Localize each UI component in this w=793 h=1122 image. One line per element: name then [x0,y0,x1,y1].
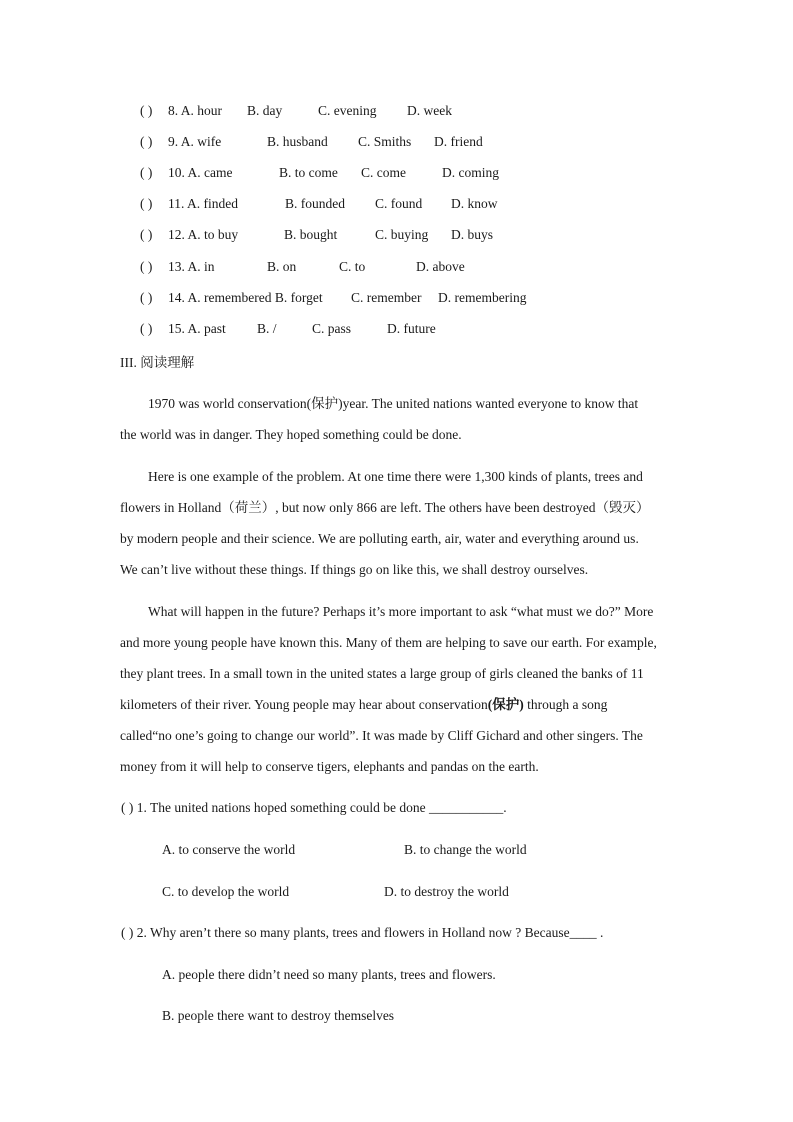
option-d: D. above [416,259,465,274]
passage-text: kilometers of their river. Young people may hear about conservation [120,697,488,712]
passage-line: the world was in danger. They hoped something could be done. [120,427,462,442]
option-a: 9. A. wife [168,134,222,149]
option-b: B. to come [279,165,338,180]
passage-line: by modern people and their science. We are polluting earth, air, water and everything around us. [120,531,639,546]
passage-paragraph-2 [120,461,685,585]
option-b: B. / [257,321,277,336]
option-c: C. pass [312,321,352,336]
option-a: 10. A. came [168,165,233,180]
question-2-option-b: B. people there want to destroy themselves [162,1008,395,1023]
question-1-option-d: D. to destroy the world [384,884,509,899]
option-d: D. week [407,103,452,118]
option-c: C. remember [351,290,422,305]
option-c: C. to [339,259,366,274]
passage-line: We can’t live without these things. If things go on like this, we shall destroy ourselves. [120,562,589,577]
option-a: 15. A. past [168,321,226,336]
passage-line [120,689,685,720]
option-d: D. know [451,196,498,211]
question-1-option-c: C. to develop the world [162,884,290,899]
answer-paren: ( ) [140,134,153,149]
passage-line: What will happen in the future? Perhaps it’s more important to ask “what must we do?” More [148,604,654,619]
passage-line: money from it will help to conserve tigers, elephants and pandas on the earth. [120,759,539,774]
option-c: C. found [375,196,423,211]
option-c: C. come [361,165,406,180]
answer-paren: ( ) [140,165,153,180]
answer-paren: ( ) [140,259,153,274]
option-d: D. coming [442,165,499,180]
option-a: 13. A. in [168,259,215,274]
question-1-option-b: B. to change the world [404,842,527,857]
passage-line: Here is one example of the problem. At one time there were 1,300 kinds of plants, trees and [148,469,643,484]
answer-paren: ( ) [140,103,153,118]
option-b: B. husband [267,134,328,149]
passage-gloss-bold: (保护) [487,697,524,712]
option-b: B. founded [285,196,345,211]
answer-paren: ( ) [140,321,153,336]
question-2-stem: ( ) 2. Why aren’t there so many plants, trees and flowers in Holland now ? Because____ . [121,925,604,940]
question-1-stem: ( ) 1. The united nations hoped something could be done ___________. [121,800,507,815]
option-a: 8. A. hour [168,103,222,118]
option-b: B. on [267,259,297,274]
question-2-option-a: A. people there didn’t need so many plants, trees and flowers. [162,967,496,982]
passage-line: flowers in Holland（荷兰）, but now only 866 are left. The others have been destroyed（毁灭） [120,500,650,515]
question-1-option-a: A. to conserve the world [162,842,296,857]
option-c: C. buying [375,227,429,242]
passage-line: they plant trees. In a small town in the united states a large group of girls cleaned the banks of 11 [120,666,644,681]
option-d: D. future [387,321,436,336]
passage-paragraph-1 [120,388,685,450]
passage-text: through a song [523,697,608,712]
option-a: 11. A. finded [168,196,238,211]
option-a: 12. A. to buy [168,227,239,242]
passage-line: and more young people have known this. Many of them are helping to save our earth. For example, [120,635,657,650]
option-b: B. bought [284,227,338,242]
section-heading: III. 阅读理解 [120,355,195,370]
option-d: D. buys [451,227,494,242]
answer-paren: ( ) [140,227,153,242]
option-c: C. Smiths [358,134,412,149]
passage-paragraph-3 [120,596,685,782]
option-b: B. day [247,103,283,118]
option-c: C. evening [318,103,377,118]
answer-paren: ( ) [140,290,153,305]
option-d: D. remembering [438,290,527,305]
option-a-b: 14. A. remembered B. forget [168,290,323,305]
answer-paren: ( ) [140,196,153,211]
passage-line: 1970 was world conservation(保护)year. The united nations wanted everyone to know that [148,396,639,411]
passage-line: called“no one’s going to change our world”. It was made by Cliff Gichard and other singers. The [120,728,643,743]
option-d: D. friend [434,134,483,149]
